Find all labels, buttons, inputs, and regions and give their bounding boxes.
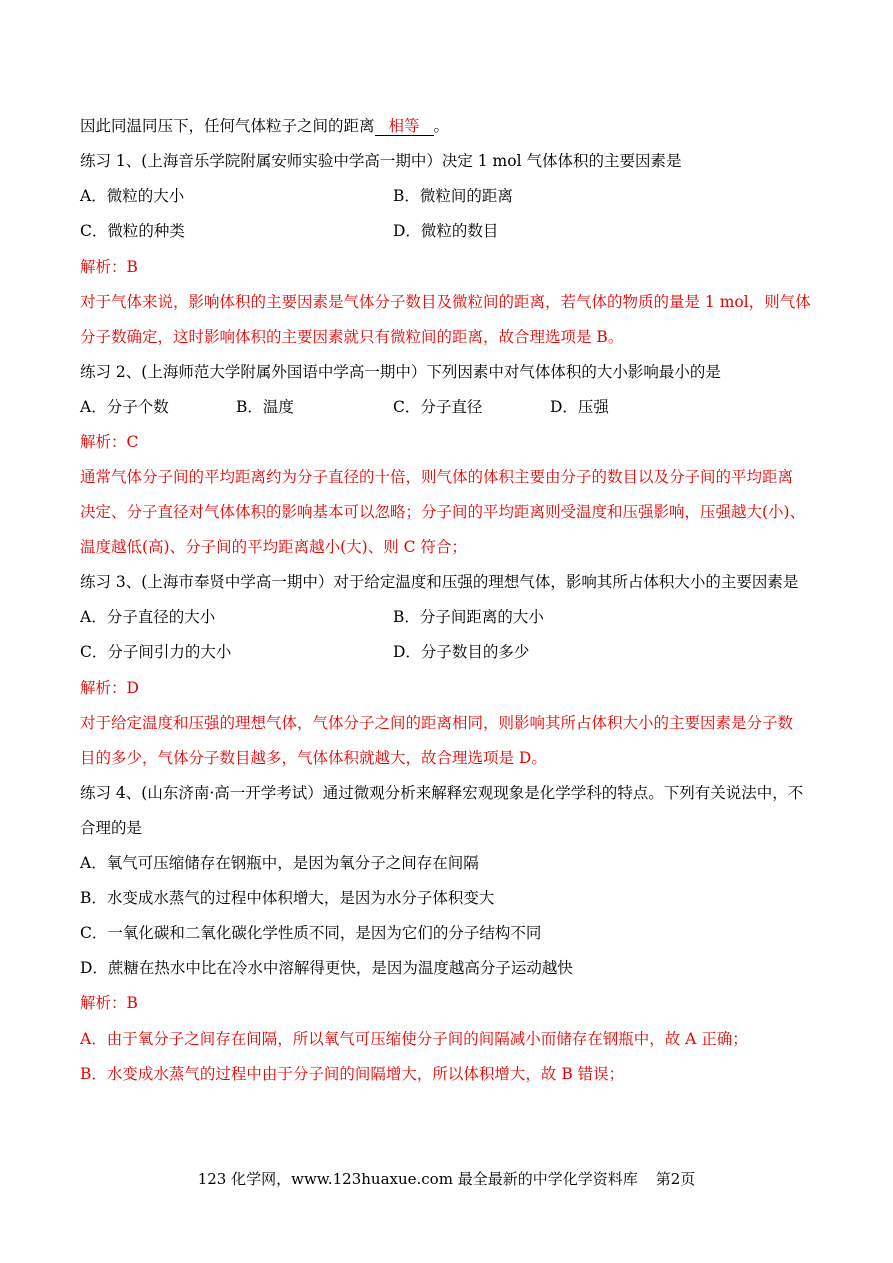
q4-option-c: C．一氧化碳和二氧化碳化学性质不同，是因为它们的分子结构不同 bbox=[80, 924, 542, 942]
q4-explanation-line-2: B．水变成水蒸气的过程中由于分子间的间隔增大，所以体积增大，故 B 错误； bbox=[80, 1065, 625, 1083]
q1-explanation-line-2: 分子数确定，这时影响体积的主要因素就只有微粒间的距离，故合理选项是 B。 bbox=[80, 328, 624, 346]
q4-option-b: B．水变成水蒸气的过程中体积增大，是因为水分子体积变大 bbox=[80, 889, 495, 907]
q1-option-d: D．微粒的数目 bbox=[393, 222, 499, 240]
q3-option-d: D．分子数目的多少 bbox=[393, 643, 530, 661]
q3-stem: 练习 3、(上海市奉贤中学高一期中）对于给定温度和压强的理想气体，影响其所占体积大小的主要因素是 bbox=[80, 573, 799, 591]
q4-stem-line-1: 练习 4、(山东济南·高一开学考试）通过微观分析来解释宏观现象是化学学科的特点。下列有关说法中，不 bbox=[80, 784, 804, 802]
q1-answer: 解析：B bbox=[80, 258, 138, 276]
q4-answer: 解析：B bbox=[80, 994, 138, 1012]
q2-explanation-line-3: 温度越低(高)、分子间的平均距离越小(大)、则 C 符合； bbox=[80, 538, 467, 556]
q2-option-b: B．温度 bbox=[236, 398, 294, 416]
q2-option-a: A．分子个数 bbox=[80, 398, 169, 416]
q4-option-d: D．蔗糖在热水中比在冷水中溶解得更快，是因为温度越高分子运动越快 bbox=[80, 959, 573, 977]
intro-text-after: 。 bbox=[433, 117, 450, 135]
q3-explanation-line-1: 对于给定温度和压强的理想气体，气体分子之间的距离相同，则影响其所占体积大小的主要因素是分子数 bbox=[80, 714, 794, 732]
page-number: 第2页 bbox=[655, 1170, 696, 1188]
fill-blank-answer: 相等 bbox=[388, 117, 420, 135]
page-footer bbox=[0, 1169, 893, 1189]
q3-explanation-line-2: 目的多少，气体分子数目越多，气体体积就越大，故合理选项是 D。 bbox=[80, 749, 547, 767]
fill-blank bbox=[375, 117, 434, 136]
q3-option-b: B．分子间距离的大小 bbox=[393, 608, 544, 626]
q1-stem: 练习 1、(上海音乐学院附属安师实验中学高一期中）决定 1 mol 气体体积的主要因素是 bbox=[80, 152, 682, 170]
q2-option-d: D．压强 bbox=[550, 398, 609, 416]
q4-stem-line-2: 合理的是 bbox=[80, 819, 143, 837]
q2-stem: 练习 2、(上海师范大学附属外国语中学高一期中）下列因素中对气体体积的大小影响最小的是 bbox=[80, 363, 721, 381]
q3-option-a: A．分子直径的大小 bbox=[80, 608, 216, 626]
q4-explanation-line-1: A．由于氧分子之间存在间隔，所以氧气可压缩使分子间的间隔减小而储存在钢瓶中，故 A 正确； bbox=[80, 1030, 748, 1048]
q1-option-a: A．微粒的大小 bbox=[80, 187, 185, 205]
q2-option-c: C．分子直径 bbox=[393, 398, 483, 416]
intro-line bbox=[80, 116, 813, 136]
q2-answer: 解析：C bbox=[80, 433, 139, 451]
footer-site-text: 123 化学网，www.123huaxue.com 最全最新的中学化学资料库 bbox=[197, 1170, 638, 1188]
intro-text-before: 因此同温同压下，任何气体粒子之间的距离 bbox=[80, 117, 375, 135]
q1-explanation-line-1: 对于气体来说，影响体积的主要因素是气体分子数目及微粒间的距离，若气体的物质的量是 1 mol，则气体 bbox=[80, 293, 811, 311]
q2-explanation-line-2: 决定、分子直径对气体体积的影响基本可以忽略；分子间的平均距离则受温度和压强影响，压强越大(小)、 bbox=[80, 503, 806, 521]
q1-option-c: C．微粒的种类 bbox=[80, 222, 185, 240]
q4-option-a: A．氧气可压缩储存在钢瓶中，是因为氧分子之间存在间隔 bbox=[80, 854, 479, 872]
q1-option-b: B．微粒间的距离 bbox=[393, 187, 513, 205]
q3-option-c: C．分子间引力的大小 bbox=[80, 643, 232, 661]
q3-answer: 解析：D bbox=[80, 679, 139, 697]
q2-explanation-line-1: 通常气体分子间的平均距离约为分子直径的十倍，则气体的体积主要由分子的数目以及分子间的平均距离 bbox=[80, 468, 794, 486]
